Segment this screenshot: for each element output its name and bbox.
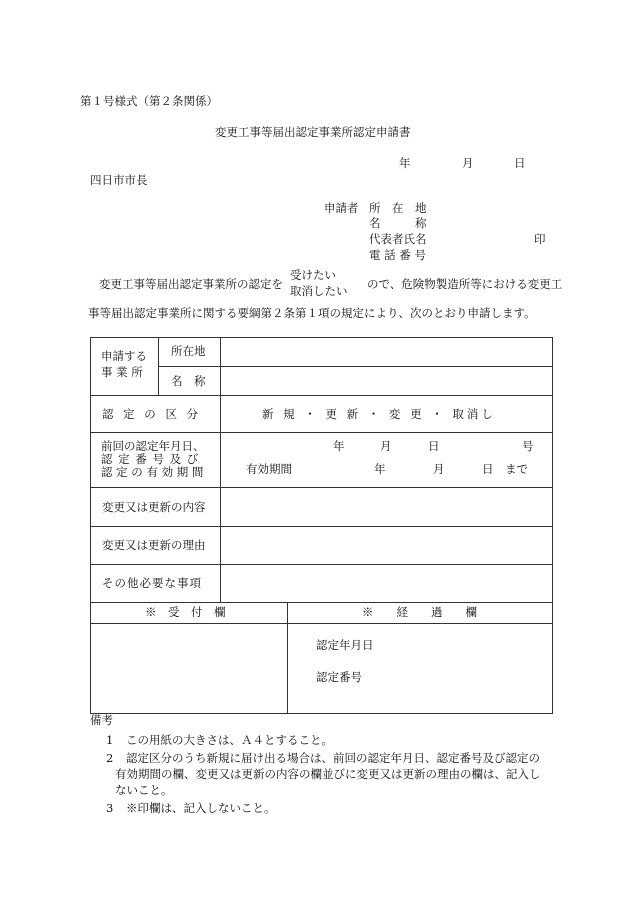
previous-label-2: 認 定 番 号 及 び bbox=[101, 452, 200, 466]
valid-until: 日 まで bbox=[482, 462, 528, 476]
prev-month: 月 bbox=[380, 439, 392, 453]
previous-label-3: 認 定 の 有 効 期 間 bbox=[101, 465, 204, 479]
valid-year: 年 bbox=[374, 462, 386, 476]
date-day: 日 bbox=[514, 156, 526, 170]
note-number: 3 bbox=[106, 801, 114, 815]
change-reason-label: 変更又は更新の理由 bbox=[102, 538, 206, 552]
note-text: この用紙の大きさは、Ａ４とすること。 bbox=[126, 733, 333, 747]
note-number: 2 bbox=[106, 751, 114, 765]
change-content-label: 変更又は更新の内容 bbox=[102, 500, 206, 514]
note-text-cont: 有効期間の欄、変更又は更新の内容の欄並びに変更又は更新の理由の欄は、記入し bbox=[115, 767, 541, 781]
option-receive: 受けたい bbox=[290, 268, 336, 282]
prev-number: 号 bbox=[522, 439, 534, 453]
cert-date-label: 認定年月日 bbox=[316, 638, 374, 652]
note-text: 認定区分のうち新規に届け出る場合は、前回の認定年月日、認定番号及び認定の bbox=[126, 751, 540, 765]
category-label: 認 定 の 区 分 bbox=[102, 407, 202, 421]
cert-number-label: 認定番号 bbox=[316, 670, 362, 684]
applicant-representative-label: 代表者氏名 bbox=[369, 232, 427, 246]
date-month: 月 bbox=[462, 156, 474, 170]
applicant-address-label: 所 在 地 bbox=[369, 201, 427, 215]
applicant-label: 申請者 bbox=[324, 201, 359, 215]
office-label-1: 申請する bbox=[101, 349, 147, 363]
category-options[interactable]: 新 規 ・ 更 新 ・ 変 更 ・ 取消し bbox=[262, 407, 496, 421]
note-text-cont: ないこと。 bbox=[115, 783, 173, 797]
progress-header: ※ 経 過 欄 bbox=[362, 605, 477, 619]
validity-label: 有効期間 bbox=[246, 462, 292, 476]
applicant-phone-label: 電 話 番 号 bbox=[369, 248, 426, 262]
office-label-2: 事 業 所 bbox=[101, 365, 143, 379]
prev-day: 日 bbox=[428, 439, 440, 453]
form-number: 第１号様式（第２条関係） bbox=[80, 94, 218, 108]
previous-label-1: 前回の認定年月日、 bbox=[101, 439, 205, 453]
reception-header: ※ 受 付 欄 bbox=[145, 605, 226, 619]
note-number: 1 bbox=[106, 733, 114, 747]
body-text-part1: 変更工事等届出認定事業所の認定を bbox=[99, 277, 283, 291]
page-title: 変更工事等届出認定事業所認定申請書 bbox=[215, 125, 411, 139]
addressee: 四日市市長 bbox=[90, 173, 148, 187]
option-cancel: 取消したい bbox=[290, 284, 348, 298]
seal-mark: 印 bbox=[534, 232, 546, 246]
date-year: 年 bbox=[399, 156, 411, 170]
applicant-name-label: 名 称 bbox=[369, 216, 427, 230]
note-text: ※印欄は、記入しないこと。 bbox=[126, 801, 276, 815]
valid-month: 月 bbox=[433, 462, 445, 476]
body-text-part2: ので、危険物製造所等における変更工 bbox=[367, 277, 563, 291]
prev-year: 年 bbox=[333, 439, 345, 453]
office-address-label: 所在地 bbox=[171, 344, 206, 358]
notes-heading: 備考 bbox=[90, 713, 113, 727]
other-matters-label: その他必要な事項 bbox=[102, 576, 202, 590]
office-name-label: 名 称 bbox=[171, 374, 206, 388]
body-text-line2: 事等届出認定事業所に関する要綱第２条第１項の規定により、次のとおり申請します。 bbox=[88, 306, 536, 320]
